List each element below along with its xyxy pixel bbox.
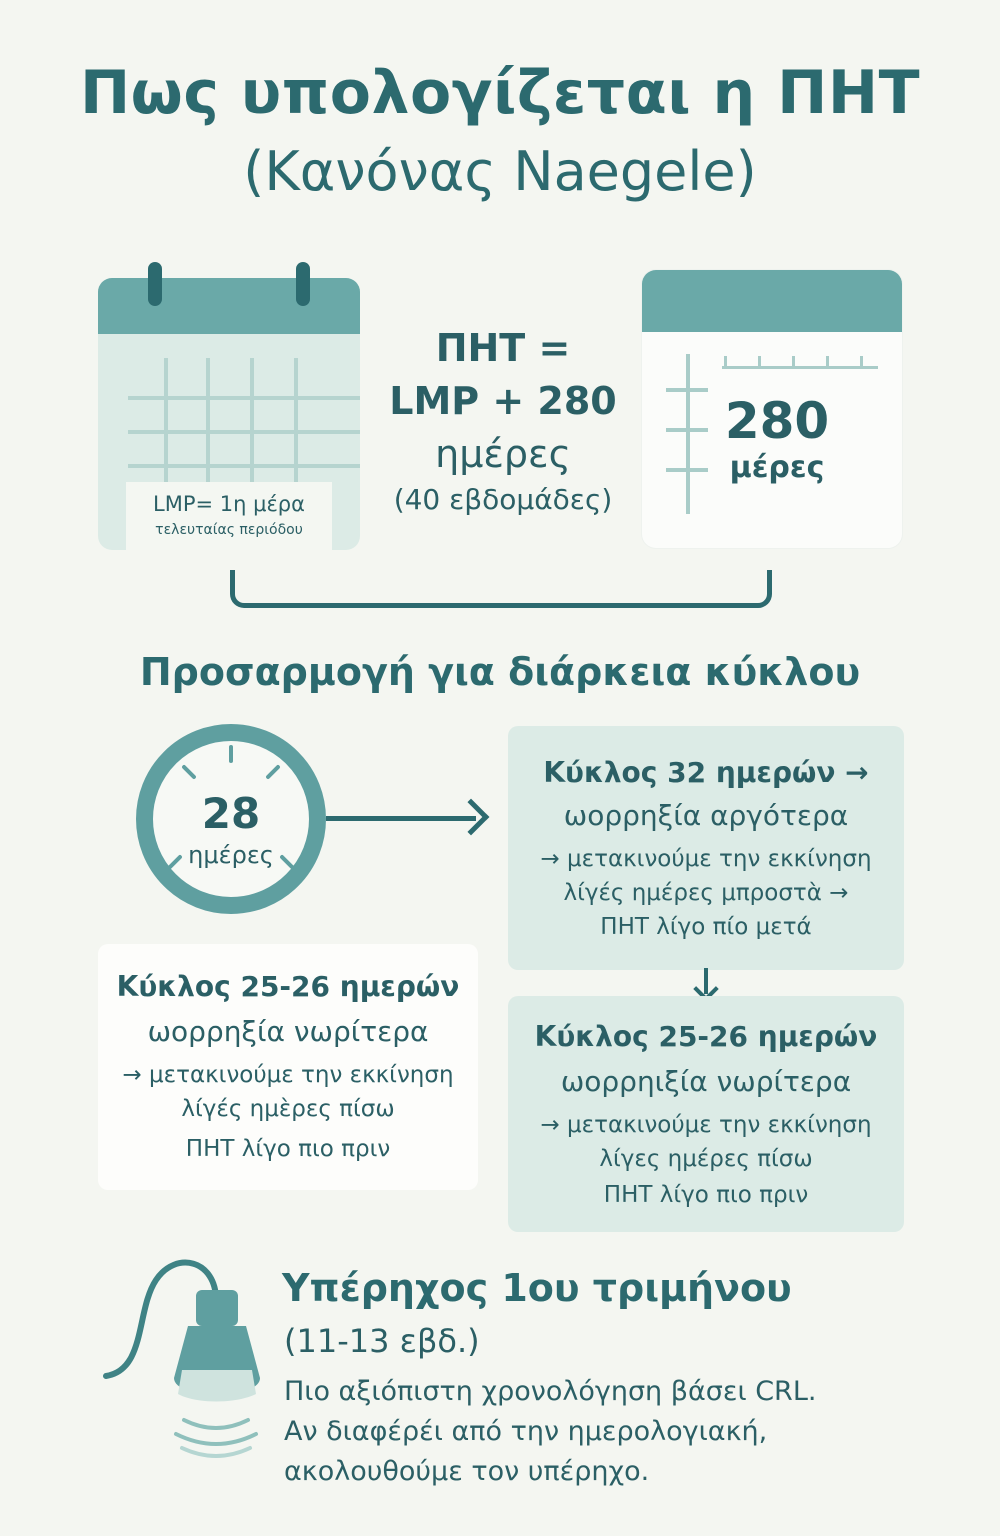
short-cycle-card-left	[98, 944, 478, 1190]
page-title: Πως υπολογίζεται η ΠΗΤ	[79, 58, 921, 128]
ultrasound-subtitle: (11-13 εβδ.)	[284, 1322, 480, 1360]
clock-label: ημέρες	[188, 841, 274, 869]
calendar-ring-icon	[148, 262, 162, 306]
bracket-connector	[230, 570, 772, 608]
naegele-formula	[372, 322, 634, 520]
long-cycle-title: Κύκλος 32 ημερών →	[543, 756, 869, 789]
cycle-clock-icon	[136, 724, 326, 914]
short-cycle-right-line4: ΠΗΤ λίγο πιο πριν	[603, 1182, 809, 1208]
days-calendar-icon	[642, 270, 902, 548]
ultrasound-description	[284, 1372, 924, 1492]
ultrasound-title: Υπέρηχος 1ου τριμήνου	[282, 1266, 792, 1310]
short-cycle-left-title: Κύκλος 25-26 ημερών	[116, 970, 460, 1003]
short-cycle-left-line4: ΠΗΤ λίγο πιο πριν	[185, 1136, 391, 1162]
page-subtitle: (Κανόνας Naegele)	[243, 140, 757, 203]
short-cycle-right-line1: ωορρηιξία νωρίτερα	[560, 1065, 852, 1098]
lmp-label-box	[126, 482, 332, 550]
ultrasound-probe-icon	[96, 1250, 276, 1470]
short-cycle-left-line1: ωορρηξία νωρίτερα	[147, 1015, 429, 1048]
days-number: 280	[724, 392, 830, 450]
short-cycle-left-line2: → μετακινούμε την εκκίνηση	[122, 1062, 454, 1088]
lmp-sublabel: τελευταίας περιόδου	[155, 522, 303, 538]
lmp-label: LMP= 1η μέρα	[153, 492, 305, 516]
calendar-ring-icon	[296, 262, 310, 306]
formula-line-1: ΠΗΤ =	[435, 326, 571, 370]
calendar-header	[98, 278, 360, 334]
short-cycle-right-title: Κύκλος 25-26 ημερών	[534, 1020, 878, 1053]
short-cycle-left-line3: λίγές ημὲρες πίσω	[181, 1096, 395, 1122]
formula-line-4: (40 εβδομάδες)	[393, 483, 613, 516]
lmp-calendar-icon	[98, 278, 360, 550]
ultrasound-line3: ακολουθούμε τον υπέρηχο.	[284, 1456, 650, 1487]
clock-number: 28	[201, 789, 261, 838]
short-cycle-right-line2: → μετακινούμε την εκκίνηση	[540, 1112, 872, 1138]
long-cycle-line1: ωορρηξία αργότερα	[563, 799, 849, 832]
long-cycle-line4: ΠΗΤ λίγο πίο μετά	[600, 914, 812, 940]
arrow-head-icon	[453, 799, 490, 836]
ultrasound-line1: Πιο αξιόπιστη χρονολόγηση βάσει CRL.	[284, 1376, 817, 1407]
formula-line-3: ημέρες	[435, 432, 571, 476]
long-cycle-card	[508, 726, 904, 970]
days-label: μέρες	[729, 450, 825, 485]
ultrasound-line2: Αν διαφέρέι από την ημερολογιακή,	[284, 1416, 768, 1447]
long-cycle-line2: → μετακινούμε την εκκίνηση	[540, 846, 872, 872]
section-title: Προσαρμογή για διάρκεια κύκλου	[139, 650, 861, 694]
formula-line-2: LMP + 280	[389, 379, 617, 423]
long-cycle-line3: λίγές ημέρες μπροστὰ →	[563, 880, 849, 906]
short-cycle-right-line3: λίγες ημέρες πίσω	[599, 1146, 813, 1172]
short-cycle-card-right	[508, 996, 904, 1232]
calendar-header	[642, 270, 902, 332]
